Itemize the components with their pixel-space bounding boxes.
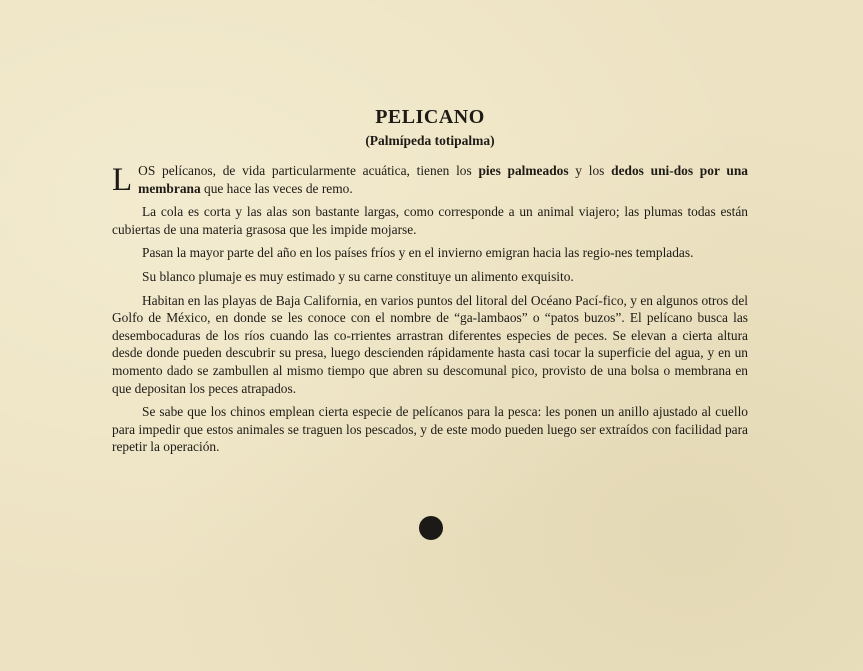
paragraph-1 [112,162,748,197]
paragraph-1-mid: y los [568,163,612,178]
end-ornament-dot [419,516,443,540]
paragraph-1-bold-2: dedos uni-dos por una membrana [138,163,748,196]
page-title: PELICANO [375,106,485,128]
page-subtitle: (Palmípeda totipalma) [365,133,495,148]
article [112,104,748,462]
paragraph-2: La cola es corta y las alas son bastante largas, como corresponde a un animal viajero; las plumas todas están cubiertas de una materia grasosa que les impide mojarse. [112,204,748,237]
paragraph-3: Pasan la mayor parte del año en los países fríos y en el invierno emigran hacia las regio-nes templadas. [142,245,694,261]
paragraph-1-tail: que hace las veces de remo. [200,180,353,196]
paragraph-6: Se sabe que los chinos emplean cierta especie de pelícanos para la pesca: les ponen un anillo ajustado al cuello para impedir que estos animales se traguen los pescados, y de este modo pueden luego ser extraídos con facilidad para repetir la operación. [112,404,748,455]
drop-cap: L [112,162,133,198]
paragraph-4: Su blanco plumaje es muy estimado y su carne constituye un alimento exquisito. [142,268,574,284]
paragraph-1-bold-1: pies palmeados [478,163,569,178]
paragraph-5: Habitan en las playas de Baja California, en varios puntos del litoral del Océano Pací-fico, y en algunos otros del Golfo de México, en donde se les conoce con el nombre de “ga-lambaos” o “patos buzos”. El pelícano busca las desembocaduras de los ríos cuando las co-rrientes arrastran diferentes especies de peces. Se elevan a cierta altura desde donde pueden descubrir su presa, luego descienden rápidamente hasta casi tocar la superficie del agua, y en un momento dado se zambullen al mismo tiempo que abren su descomunal pico, provisto de una bolsa o membrana en que depositan los peces atrapados. [112,292,748,396]
paragraph-1-lead: OS pelícanos, de vida particularmente acuática, tienen los [138,163,479,178]
